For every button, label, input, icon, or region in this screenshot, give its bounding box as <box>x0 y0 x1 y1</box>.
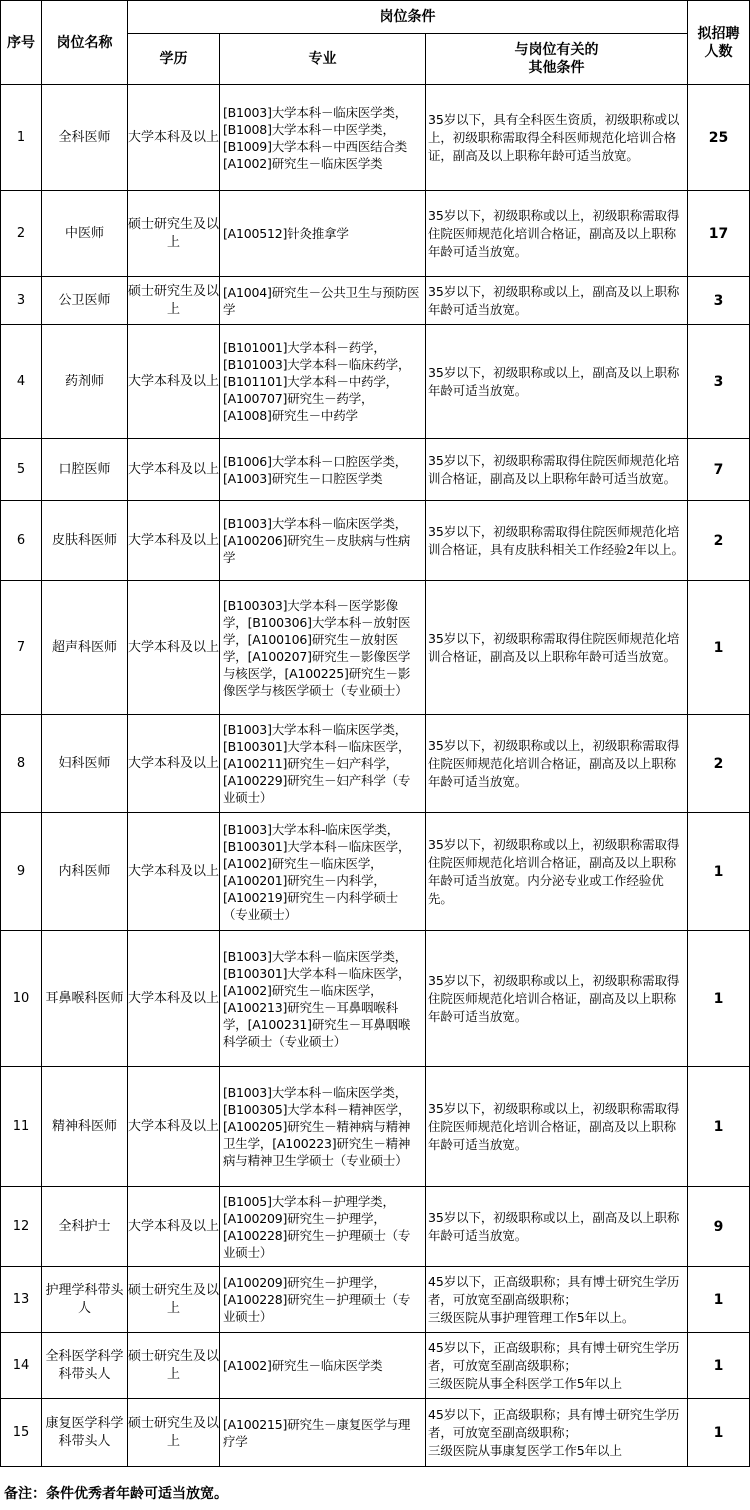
table-row <box>1 85 750 191</box>
row-seq: 11 <box>1 1067 42 1187</box>
row-position-name: 护理学科带头人 <box>42 1267 128 1333</box>
row-education: 硕士研究生及以上 <box>128 1267 220 1333</box>
header-conditions: 岗位条件 <box>128 1 688 34</box>
row-seq: 9 <box>1 813 42 931</box>
row-other-conditions: 35岁以下，初级职称需取得住院医师规范化培训合格证，具有皮肤科相关工作经验2年以上。 <box>426 501 688 581</box>
row-seq: 4 <box>1 325 42 439</box>
row-position-name: 耳鼻喉科医师 <box>42 931 128 1067</box>
row-education: 硕士研究生及以上 <box>128 1399 220 1467</box>
row-major: [B100303]大学本科－医学影像学，[B100306]大学本科－放射医学，[A100106]研究生－放射医学，[A100207]研究生－影像医学与核医学，[A100225]研究生－影像医学与核医学硕士（专业硕士） <box>220 581 426 715</box>
row-other-conditions: 35岁以下，初级职称或以上，副高及以上职称年龄可适当放宽。 <box>426 1187 688 1267</box>
row-other-conditions: 35岁以下，初级职称需取得住院医师规范化培训合格证，副高及以上职称年龄可适当放宽。 <box>426 581 688 715</box>
table-row <box>1 501 750 581</box>
row-position-name: 内科医师 <box>42 813 128 931</box>
row-other-conditions: 35岁以下，初级职称需取得住院医师规范化培训合格证，副高及以上职称年龄可适当放宽。 <box>426 439 688 501</box>
row-seq: 5 <box>1 439 42 501</box>
row-major: [A100209]研究生－护理学，[A100228]研究生－护理硕士（专业硕士） <box>220 1267 426 1333</box>
row-major: [A1002]研究生－临床医学类 <box>220 1333 426 1399</box>
row-other-conditions: 45岁以下，正高级职称；具有博士研究生学历者，可放宽至副高级职称； 三级医院从事护理管理工作5年以上。 <box>426 1267 688 1333</box>
row-major: [B1005]大学本科－护理学类，[A100209]研究生－护理学，[A100228]研究生－护理硕士（专业硕士） <box>220 1187 426 1267</box>
header-count-line2: 人数 <box>704 43 733 60</box>
header-seq: 序号 <box>1 1 42 85</box>
row-count: 3 <box>688 277 750 325</box>
row-major: [B1003]大学本科-临床医学类，[B100301]大学本科－临床医学，[A1002]研究生－临床医学，[A100201]研究生－内科学，[A100219]研究生－内科学硕士（专业硕士） <box>220 813 426 931</box>
table-row <box>1 813 750 931</box>
row-position-name: 超声科医师 <box>42 581 128 715</box>
row-major: [A1004]研究生－公共卫生与预防医学 <box>220 277 426 325</box>
row-other-conditions: 35岁以下，初级职称或以上，初级职称需取得住院医师规范化培训合格证，副高及以上职称年龄可适当放宽。 <box>426 931 688 1067</box>
row-education: 大学本科及以上 <box>128 85 220 191</box>
row-other-conditions: 35岁以下，初级职称或以上，副高及以上职称年龄可适当放宽。 <box>426 325 688 439</box>
row-count: 1 <box>688 1399 750 1467</box>
row-major: [B1003]大学本科－临床医学类，[B100301]大学本科－临床医学，[A1002]研究生－临床医学，[A100213]研究生－耳鼻咽喉科学，[A100231]研究生－耳鼻咽喉科学硕士（专业硕士） <box>220 931 426 1067</box>
row-count: 9 <box>688 1187 750 1267</box>
row-other-conditions: 35岁以下，具有全科医生资质，初级职称或以上，初级职称需取得全科医师规范化培训合格证，副高及以上职称年龄可适当放宽。 <box>426 85 688 191</box>
row-position-name: 全科护士 <box>42 1187 128 1267</box>
row-count: 17 <box>688 191 750 277</box>
table-row <box>1 439 750 501</box>
row-count: 1 <box>688 1267 750 1333</box>
row-major: [B1003]大学本科－临床医学类，[B1008]大学本科－中医学类，[B1009]大学本科－中西医结合类 [A1002]研究生－临床医学类 <box>220 85 426 191</box>
row-education: 大学本科及以上 <box>128 439 220 501</box>
row-position-name: 药剂师 <box>42 325 128 439</box>
row-other-conditions: 45岁以下，正高级职称；具有博士研究生学历者，可放宽至副高级职称； 三级医院从事康复医学工作5年以上 <box>426 1399 688 1467</box>
table-row <box>1 1267 750 1333</box>
row-education: 大学本科及以上 <box>128 501 220 581</box>
header-other-line2: 其他条件 <box>528 60 585 76</box>
table-row <box>1 1067 750 1187</box>
header-position: 岗位名称 <box>42 1 128 85</box>
row-education: 大学本科及以上 <box>128 813 220 931</box>
row-other-conditions: 35岁以下，初级职称或以上，初级职称需取得住院医师规范化培训合格证，副高及以上职称年龄可适当放宽。 <box>426 191 688 277</box>
row-major: [B1003]大学本科－临床医学类，[A100206]研究生－皮肤病与性病学 <box>220 501 426 581</box>
row-seq: 14 <box>1 1333 42 1399</box>
row-education: 大学本科及以上 <box>128 1187 220 1267</box>
row-seq: 3 <box>1 277 42 325</box>
header-row-1 <box>1 1 750 34</box>
row-other-conditions: 35岁以下，初级职称或以上，初级职称需取得住院医师规范化培训合格证，副高及以上职称年龄可适当放宽。内分泌专业或工作经验优先。 <box>426 813 688 931</box>
table-row <box>1 325 750 439</box>
row-education: 大学本科及以上 <box>128 715 220 813</box>
row-seq: 8 <box>1 715 42 813</box>
row-other-conditions: 35岁以下，初级职称或以上，副高及以上职称年龄可适当放宽。 <box>426 277 688 325</box>
row-seq: 1 <box>1 85 42 191</box>
row-position-name: 全科医师 <box>42 85 128 191</box>
row-major: [B101001]大学本科－药学，[B101003]大学本科－临床药学，[B101101]大学本科－中药学，[A100707]研究生－药学，[A1008]研究生－中药学 <box>220 325 426 439</box>
row-other-conditions: 45岁以下，正高级职称；具有博士研究生学历者，可放宽至副高级职称； 三级医院从事全科医学工作5年以上 <box>426 1333 688 1399</box>
row-count: 1 <box>688 1067 750 1187</box>
row-major: [B1003]大学本科－临床医学类，[B100301]大学本科－临床医学，[A100211]研究生－妇产科学，[A100229]研究生－妇产科学（专业硕士） <box>220 715 426 813</box>
row-position-name: 公卫医师 <box>42 277 128 325</box>
row-position-name: 皮肤科医师 <box>42 501 128 581</box>
table-row <box>1 191 750 277</box>
row-count: 7 <box>688 439 750 501</box>
table-row <box>1 1333 750 1399</box>
row-position-name: 精神科医师 <box>42 1067 128 1187</box>
row-count: 1 <box>688 581 750 715</box>
row-count: 25 <box>688 85 750 191</box>
footer-note: 备注：条件优秀者年龄可适当放宽。 <box>4 1486 228 1502</box>
row-position-name: 全科医学科学科带头人 <box>42 1333 128 1399</box>
table-row <box>1 715 750 813</box>
row-count: 3 <box>688 325 750 439</box>
row-count: 1 <box>688 813 750 931</box>
table-row <box>1 581 750 715</box>
row-education: 大学本科及以上 <box>128 325 220 439</box>
table-body <box>1 85 750 1467</box>
row-seq: 15 <box>1 1399 42 1467</box>
row-education: 硕士研究生及以上 <box>128 1333 220 1399</box>
row-position-name: 康复医学科学科带头人 <box>42 1399 128 1467</box>
row-seq: 10 <box>1 931 42 1067</box>
row-other-conditions: 35岁以下，初级职称或以上，初级职称需取得住院医师规范化培训合格证，副高及以上职称年龄可适当放宽。 <box>426 1067 688 1187</box>
header-other-conditions <box>426 34 688 85</box>
row-count: 2 <box>688 715 750 813</box>
row-count: 1 <box>688 931 750 1067</box>
table-row <box>1 277 750 325</box>
row-other-conditions: 35岁以下，初级职称或以上，初级职称需取得住院医师规范化培训合格证，副高及以上职称年龄可适当放宽。 <box>426 715 688 813</box>
header-major: 专业 <box>220 34 426 85</box>
row-seq: 7 <box>1 581 42 715</box>
row-position-name: 中医师 <box>42 191 128 277</box>
row-seq: 12 <box>1 1187 42 1267</box>
row-seq: 2 <box>1 191 42 277</box>
row-count: 2 <box>688 501 750 581</box>
table-row <box>1 1187 750 1267</box>
row-seq: 6 <box>1 501 42 581</box>
row-education: 硕士研究生及以上 <box>128 277 220 325</box>
header-count-line1: 拟招聘 <box>697 25 740 42</box>
row-education: 大学本科及以上 <box>128 1067 220 1187</box>
row-education: 大学本科及以上 <box>128 581 220 715</box>
row-count: 1 <box>688 1333 750 1399</box>
table-row <box>1 1399 750 1467</box>
row-major: [B1006]大学本科－口腔医学类，[A1003]研究生－口腔医学类 <box>220 439 426 501</box>
row-position-name: 口腔医师 <box>42 439 128 501</box>
table-row <box>1 931 750 1067</box>
header-education: 学历 <box>128 34 220 85</box>
row-education: 硕士研究生及以上 <box>128 191 220 277</box>
row-position-name: 妇科医师 <box>42 715 128 813</box>
row-major: [A100215]研究生－康复医学与理疗学 <box>220 1399 426 1467</box>
header-other-line1: 与岗位有关的 <box>514 42 599 58</box>
row-major: [B1003]大学本科－临床医学类，[B100305]大学本科－精神医学，[A100205]研究生－精神病与精神卫生学，[A100223]研究生－精神病与精神卫生学硕士（专业硕士） <box>220 1067 426 1187</box>
row-seq: 13 <box>1 1267 42 1333</box>
row-major: [A100512]针灸推拿学 <box>220 191 426 277</box>
header-count <box>688 1 750 85</box>
row-education: 大学本科及以上 <box>128 931 220 1067</box>
